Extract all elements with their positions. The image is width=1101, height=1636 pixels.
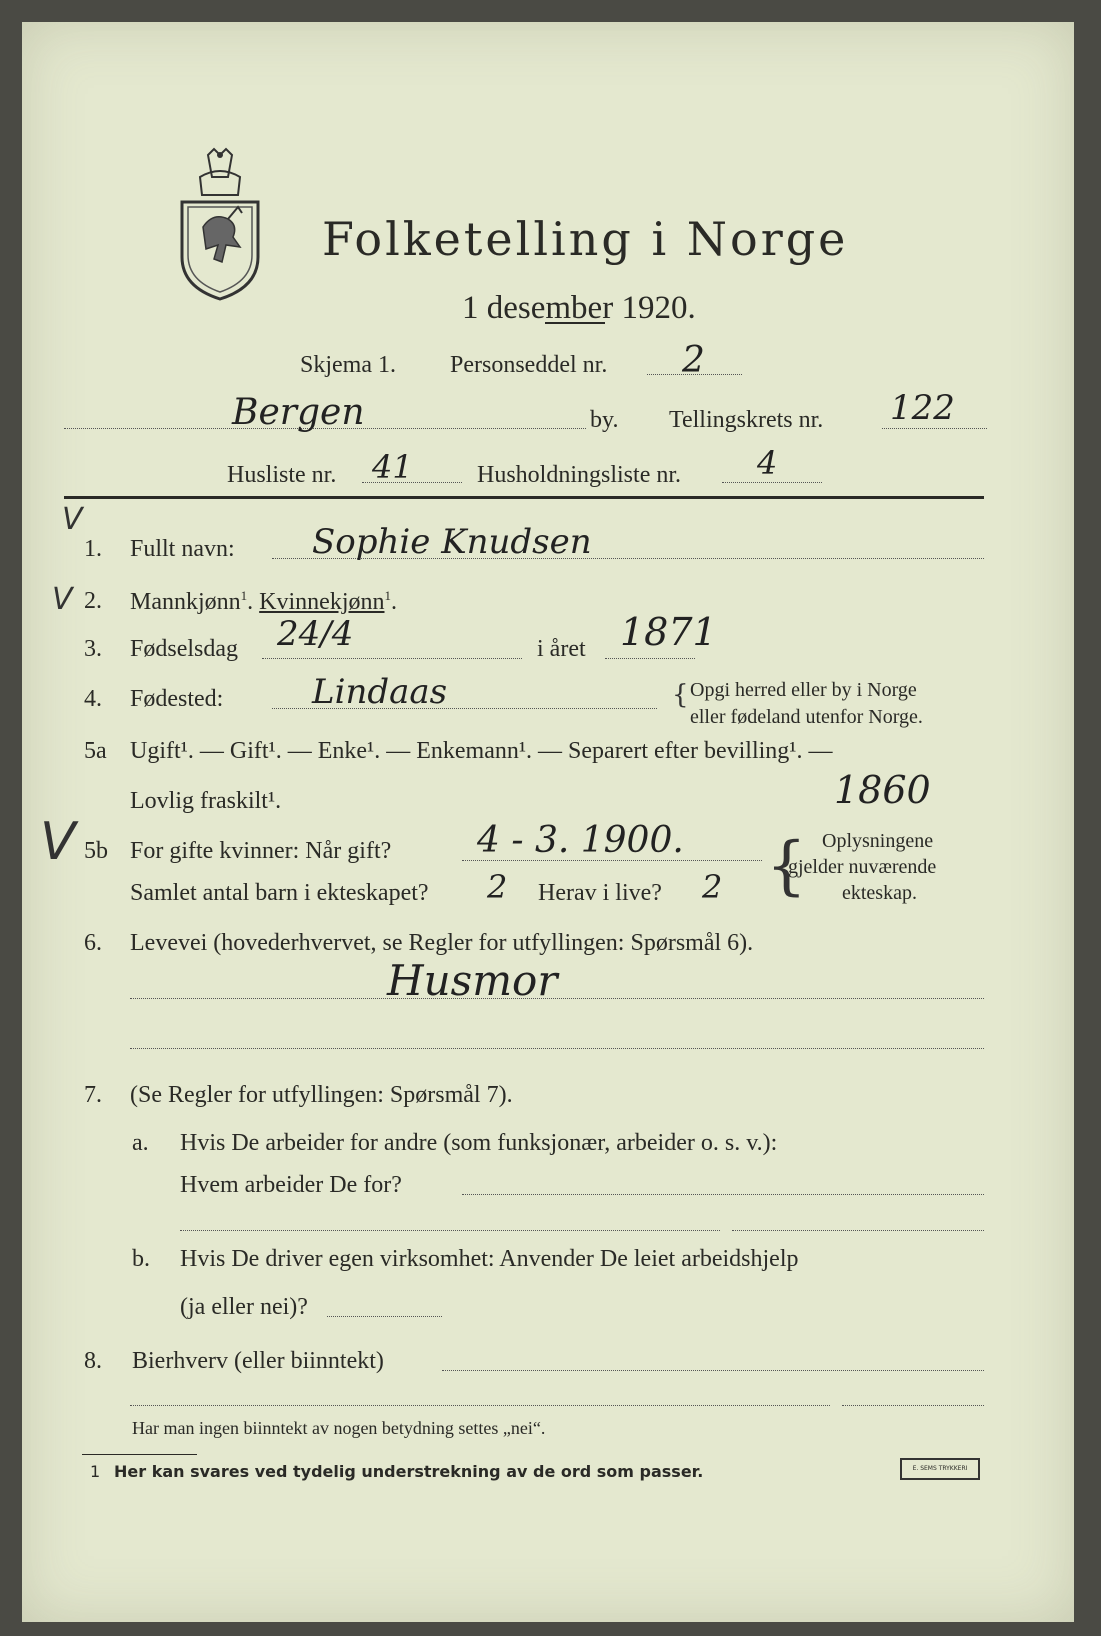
q3-label: Fødselsdag	[130, 636, 238, 662]
q8-number: 8.	[84, 1348, 102, 1374]
husholdning-value: 4	[757, 444, 778, 482]
birth-year-value: 1871	[620, 610, 717, 654]
children-alive-label: Herav i live?	[538, 880, 662, 906]
marriage-note-1: Oplysningene	[822, 830, 934, 852]
q1-label: Fullt navn:	[130, 536, 235, 562]
birthday-value: 24/4	[277, 614, 354, 654]
marital-status-options: Ugift¹. — Gift¹. — Enke¹. — Enkemann¹. — Separert efter bevilling¹. —	[130, 738, 833, 764]
q7b-line1: Hvis De driver egen virksomhet: Anvender De leiet arbeidshjelp	[180, 1246, 799, 1272]
city-label: by.	[590, 407, 619, 433]
year-label: i året	[537, 636, 586, 662]
husliste-label: Husliste nr.	[227, 462, 337, 488]
coat-of-arms-emblem	[178, 147, 264, 302]
q5a-number: 5a	[84, 738, 107, 764]
husholdning-label: Husholdningsliste nr.	[477, 462, 682, 488]
q2-options: Mannkjønn$^1$. Kvinnekjønn$^1$.	[130, 588, 397, 615]
married-when-label: For gifte kvinner: Når gift?	[130, 838, 392, 864]
q2-number: 2.	[84, 588, 102, 614]
printer-stamp: E. SEMS TRYKKERI	[900, 1458, 980, 1480]
q7a-line1: Hvis De arbeider for andre (som funksjonær, arbeider o. s. v.):	[180, 1130, 778, 1156]
q7-label: (Se Regler for utfyllingen: Spørsmål 7).	[130, 1082, 513, 1108]
q7b-line2: (ja eller nei)?	[180, 1294, 308, 1320]
skjema-label: Skjema 1.	[300, 352, 396, 378]
q3-number: 3.	[84, 636, 102, 662]
tellingskrets-value: 122	[890, 388, 955, 428]
q6-number: 6.	[84, 930, 102, 956]
marriage-date-value: 4 - 3. 1900.	[477, 820, 684, 861]
q7b-letter: b.	[132, 1246, 150, 1272]
q8-label: Bierhverv (eller biinntekt)	[132, 1348, 384, 1374]
footnote-mark: 1	[90, 1462, 101, 1481]
full-name-value: Sophie Knudsen	[312, 522, 592, 562]
q7-number: 7.	[84, 1082, 102, 1108]
q7a-letter: a.	[132, 1130, 149, 1156]
margin-note-year: 1860	[834, 768, 931, 812]
q8-note: Har man ingen biinntekt av nogen betydning settes „nei“.	[132, 1418, 546, 1438]
children-total-label: Samlet antal barn i ekteskapet?	[130, 880, 429, 906]
footnote-text: Her kan svares ved tydelig understrekning av de ord som passer.	[114, 1462, 704, 1481]
birthplace-value: Lindaas	[312, 672, 448, 712]
city-value: Bergen	[232, 392, 365, 433]
marriage-note-3: ekteskap.	[842, 882, 917, 904]
birthplace-note-1: Opgi herred eller by i Norge	[690, 679, 917, 701]
children-total-value: 2	[487, 868, 508, 906]
q7a-line2: Hvem arbeider De for?	[180, 1172, 402, 1198]
q1-number: 1.	[84, 536, 102, 562]
husliste-value: 41	[372, 448, 413, 486]
q6-label: Levevei (hovederhvervet, se Regler for utfyllingen: Spørsmål 6).	[130, 930, 754, 956]
marriage-note-2: gjelder nuværende	[788, 856, 937, 878]
personseddel-label: Personseddel nr.	[450, 352, 608, 378]
marital-status-options-2: Lovlig fraskilt¹.	[130, 788, 282, 814]
birthplace-note-2: eller fødeland utenfor Norge.	[690, 706, 923, 728]
tellingskrets-label: Tellingskrets nr.	[669, 407, 824, 433]
q5b-number: 5b	[84, 838, 108, 864]
option-female-underlined: Kvinnekjønn	[259, 589, 385, 615]
form-title: Folketelling i Norge	[322, 212, 849, 266]
q4-label: Fødested:	[130, 686, 224, 712]
personseddel-value: 2	[682, 340, 705, 381]
occupation-value: Husmor	[387, 956, 558, 1005]
q4-number: 4.	[84, 686, 102, 712]
children-alive-value: 2	[702, 868, 723, 906]
census-date: 1 desember 1920.	[462, 290, 696, 326]
option-male: Mannkjønn	[130, 589, 241, 615]
census-form: Folketelling i Norge 1 desember 1920. Skjema 1. Personseddel nr. 2 Bergen by. Tellingskrets nr. 122 Husliste nr. 41 Husholdningsliste nr. 4 V V V 1. Fullt navn: Sophie Knudsen 2. Mannkjønn$^1$. Kvinnekjønn$^1$. 3. Fødselsdag 24/4 i året 1871 4. Fødested: Lindaas { Opgi herred eller by i Norge eller fødeland utenfor Norge. 5a Ugift¹. — Gift¹. — Enke¹. — Enkemann¹. — Separert efter bevilling¹. — Lovlig fraskilt¹. 1860 5b For gifte kvinner: Når gift? 4 - 3. 1900. Samlet antal barn i ekteskapet? 2 Herav i live? 2 { Oplysningene gjelder nuværende ekteskap. 6. Levevei (hovederhvervet, se Regler for utfyllingen: Spørsmål 6). Husmor 7. (Se Regler for utfyllingen: Spørsmål 7). a. Hvis De arbeider for andre (som funksjonær, arbeider o. s. v.): Hvem arbeider De for? b. Hvis De driver egen virksomhet: Anvender De leiet arbeidshjelp (ja eller nei)? 8. Bierhverv (eller biinntekt) Har man ingen biinntekt av nogen betydning settes „nei“. 1 Her kan svares ved tydelig understrekning av de ord som passer. E. SEMS TRYKKERI	[22, 22, 1074, 1622]
